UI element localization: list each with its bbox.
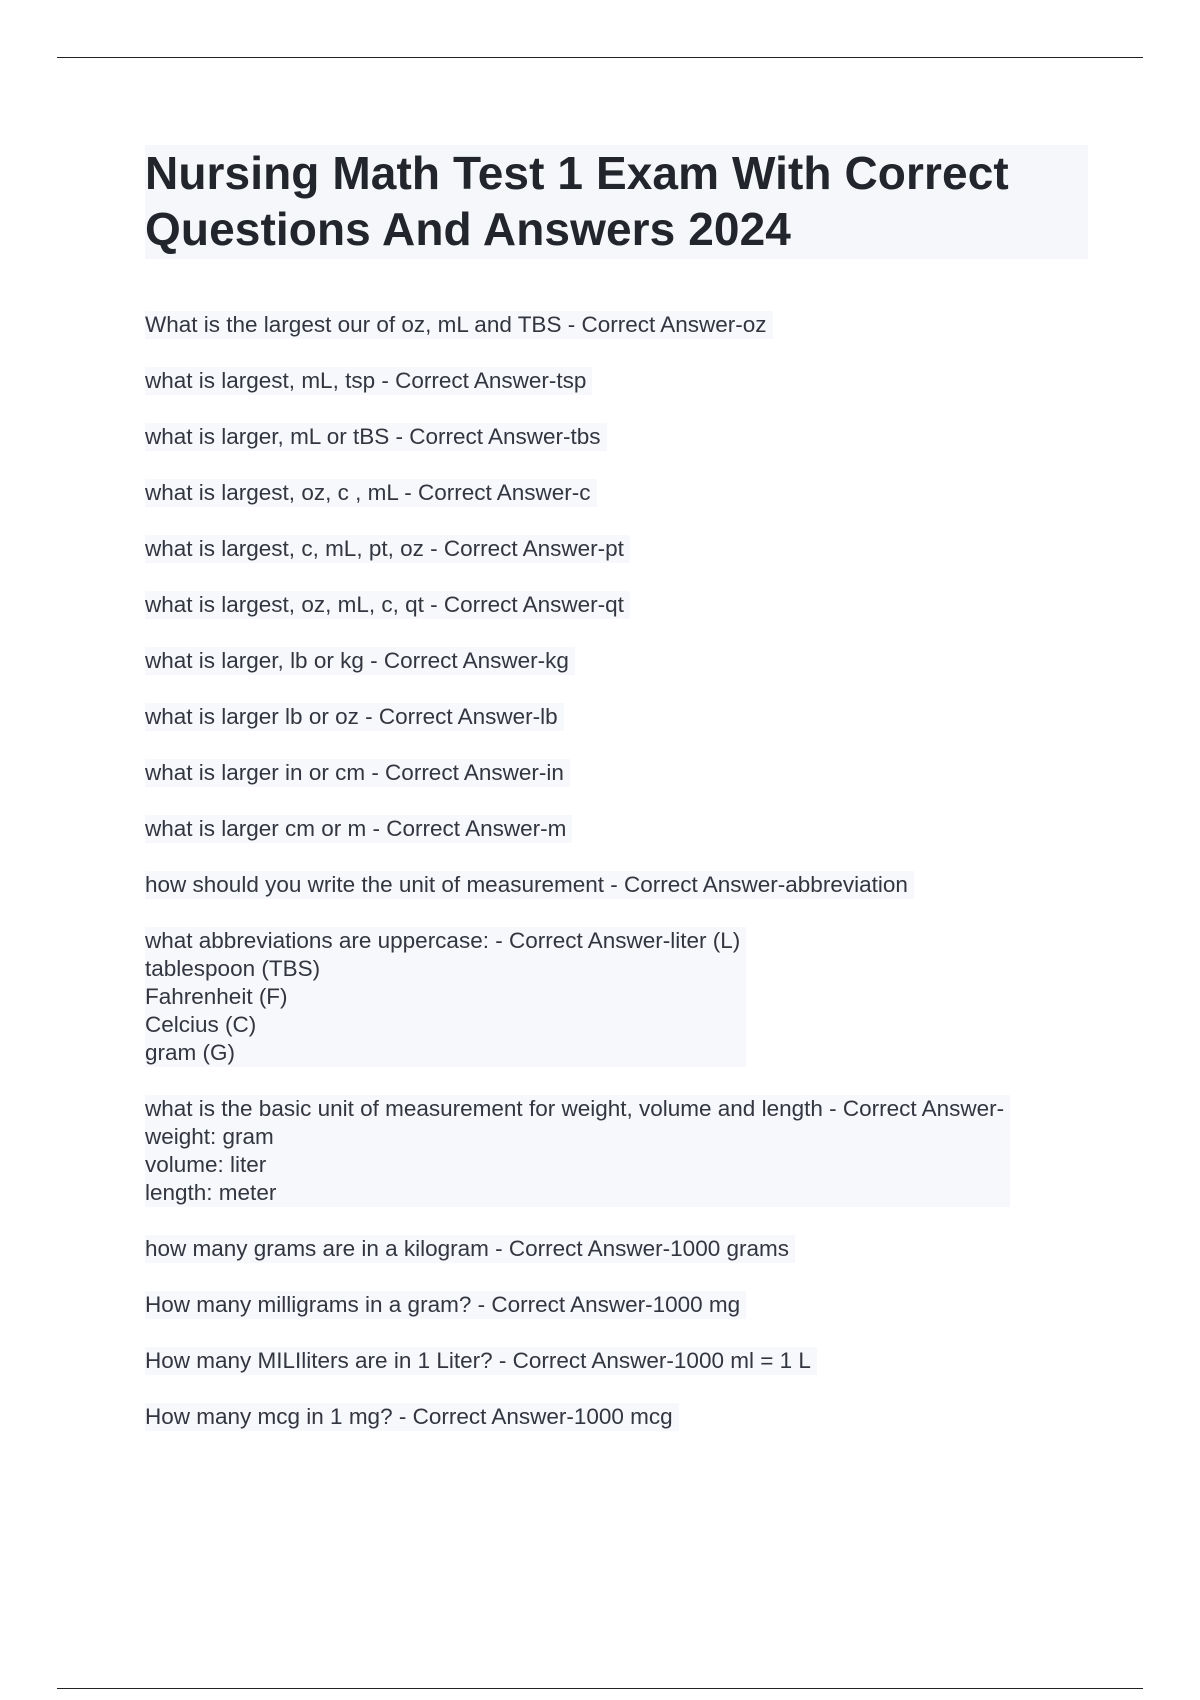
qa-item-6: what is largest, oz, mL, c, qt - Correct Answer-qt: [145, 591, 630, 619]
qa-item-4: what is largest, oz, c , mL - Correct Answer-c: [145, 479, 597, 507]
qa-item-15: How many milligrams in a gram? - Correct Answer-1000 mg: [145, 1291, 746, 1319]
qa-item-17: How many mcg in 1 mg? - Correct Answer-1000 mcg: [145, 1403, 679, 1431]
page-title: Nursing Math Test 1 Exam With Correct Questions And Answers 2024: [145, 147, 1009, 255]
top-rule: [57, 57, 1143, 58]
qa-item-12: what abbreviations are uppercase: - Correct Answer-liter (L) tablespoon (TBS) Fahrenheit (F) Celcius (C) gram (G): [145, 927, 746, 1067]
qa-item-8: what is larger lb or oz - Correct Answer-lb: [145, 703, 564, 731]
qa-item-10: what is larger cm or m - Correct Answer-m: [145, 815, 572, 843]
qa-item-13: what is the basic unit of measurement for weight, volume and length - Correct Answer- weight: gram volume: liter length: meter: [145, 1095, 1010, 1207]
bottom-rule: [57, 1688, 1143, 1689]
qa-item-2: what is largest, mL, tsp - Correct Answer-tsp: [145, 367, 592, 395]
qa-item-11: how should you write the unit of measurement - Correct Answer-abbreviation: [145, 871, 914, 899]
qa-item-1: What is the largest our of oz, mL and TBS - Correct Answer-oz: [145, 311, 773, 339]
qa-item-3: what is larger, mL or tBS - Correct Answer-tbs: [145, 423, 607, 451]
qa-list: [145, 311, 1075, 1431]
qa-item-7: what is larger, lb or kg - Correct Answer-kg: [145, 647, 575, 675]
qa-item-14: how many grams are in a kilogram - Correct Answer-1000 grams: [145, 1235, 795, 1263]
qa-item-16: How many MILIliters are in 1 Liter? - Correct Answer-1000 ml = 1 L: [145, 1347, 817, 1375]
qa-item-9: what is larger in or cm - Correct Answer-in: [145, 759, 570, 787]
qa-item-5: what is largest, c, mL, pt, oz - Correct Answer-pt: [145, 535, 630, 563]
title-block: [145, 145, 1088, 259]
